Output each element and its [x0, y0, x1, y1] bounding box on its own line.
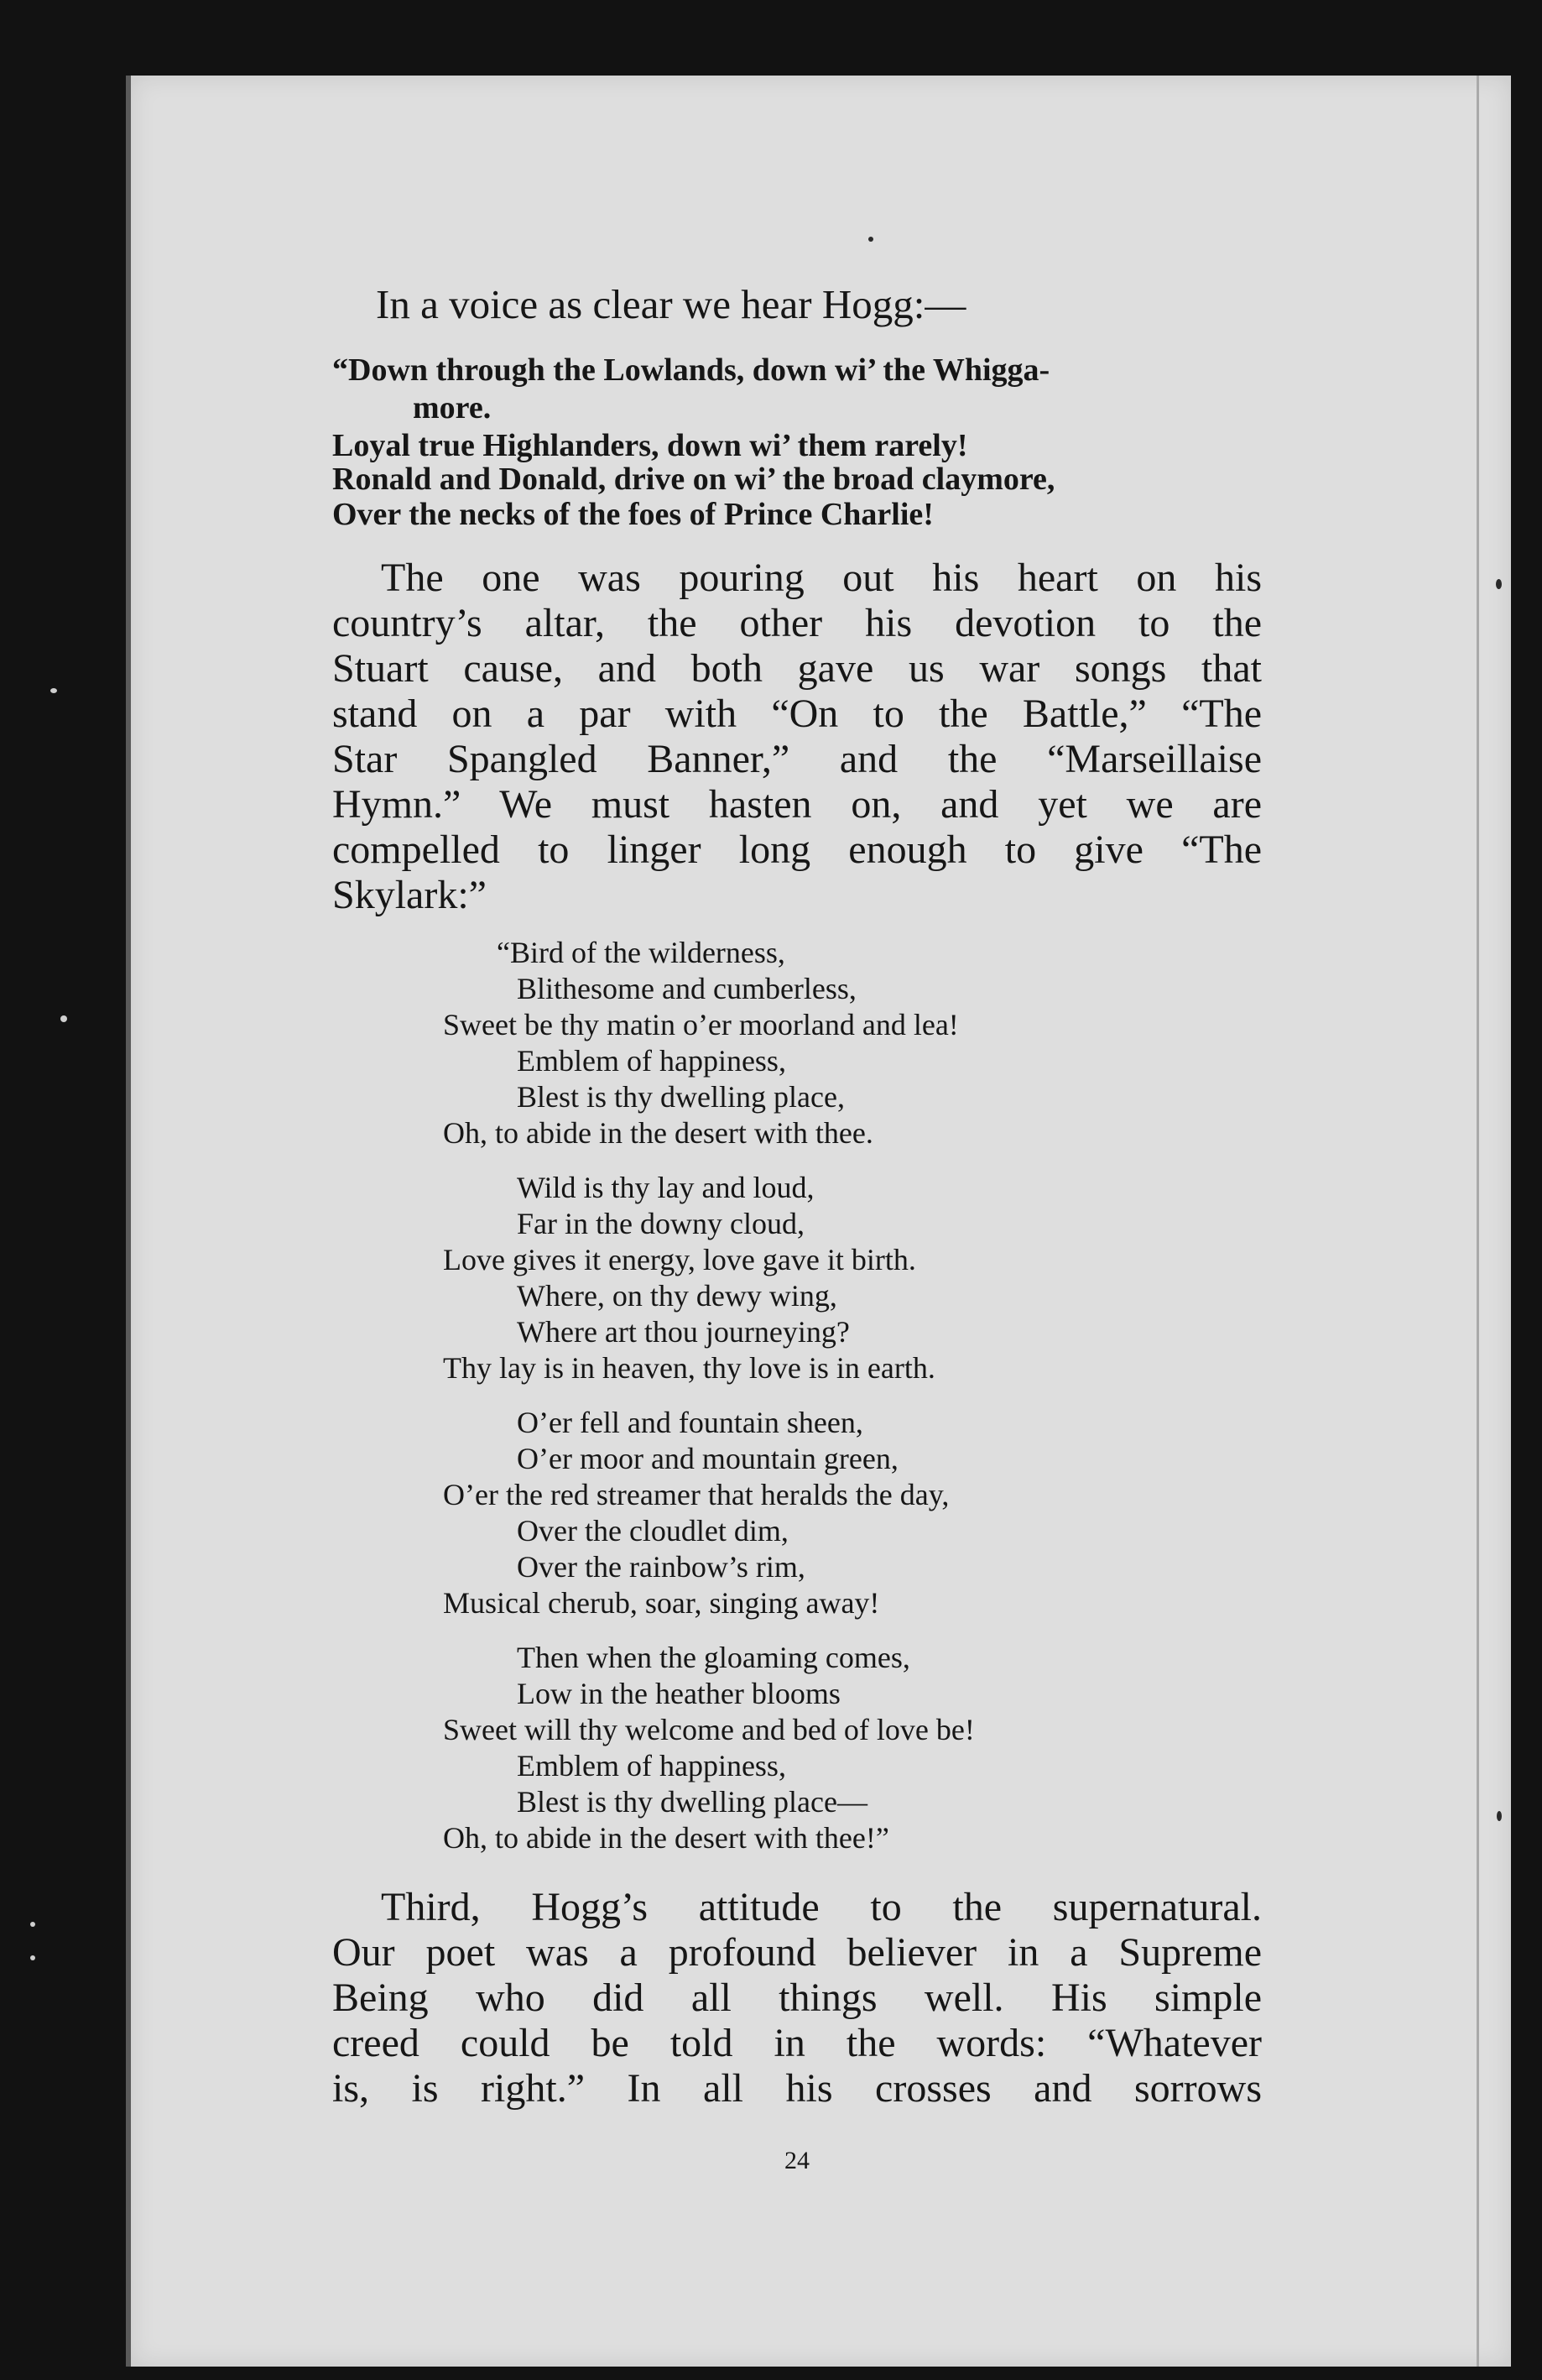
- poem-line: Over the rainbow’s rim,: [517, 1550, 805, 1584]
- paragraph-2-line-4: creed could be told in the words: “Whatever: [332, 2021, 1262, 2065]
- paragraph-1-line-8: Skylark:”: [332, 873, 487, 917]
- poem-line: Wild is thy lay and loud,: [517, 1171, 815, 1204]
- scan-speck: [30, 1955, 35, 1960]
- page-number: 24: [784, 2147, 810, 2174]
- poem-line: Thy lay is in heaven, thy love is in earth.: [443, 1351, 935, 1385]
- paragraph-1-line-7: compelled to linger long enough to give “The: [332, 827, 1262, 872]
- hogg-quote-line-1: “Down through the Lowlands, down wi’ the Whigga-: [332, 352, 1050, 388]
- poem-line: Oh, to abide in the desert with thee.: [443, 1116, 873, 1150]
- poem-line: Where, on thy dewy wing,: [517, 1279, 837, 1313]
- hogg-quote-line-4: Ronald and Donald, drive on wi’ the broad claymore,: [332, 462, 1055, 497]
- paragraph-2-line-3: Being who did all things well. His simple: [332, 1976, 1262, 2020]
- poem-line: Sweet be thy matin o’er moorland and lea!: [443, 1008, 959, 1041]
- scan-speck: [1496, 579, 1502, 589]
- paragraph-2-line-1: Third, Hogg’s attitude to the supernatural.: [381, 1885, 1262, 1929]
- paragraph-2-line-5: is, is right.” In all his crosses and sorrows: [332, 2066, 1262, 2111]
- poem-line: “Bird of the wilderness,: [497, 936, 785, 969]
- paragraph-1-line-3: Stuart cause, and both gave us war songs that: [332, 646, 1262, 691]
- poem-line: Where art thou journeying?: [517, 1315, 850, 1349]
- poem-line: Far in the downy cloud,: [517, 1207, 805, 1240]
- scan-speck: [868, 237, 873, 242]
- poem-line: Sweet will thy welcome and bed of love be!: [443, 1713, 975, 1746]
- poem-line: Musical cherub, soar, singing away!: [443, 1586, 880, 1620]
- paragraph-1-line-2: country’s altar, the other his devotion to the: [332, 601, 1262, 645]
- poem-line: Low in the heather blooms: [517, 1677, 841, 1710]
- scan-speck: [60, 1015, 67, 1022]
- paragraph-1-line-1: The one was pouring out his heart on his: [381, 556, 1262, 600]
- poem-line: Emblem of happiness,: [517, 1044, 786, 1078]
- scan-speck: [1497, 1811, 1502, 1821]
- hogg-quote-line-2: more.: [413, 390, 492, 425]
- poem-line: O’er moor and mountain green,: [517, 1442, 899, 1475]
- poem-line: Love gives it energy, love gave it birth.: [443, 1243, 916, 1276]
- poem-line: O’er the red streamer that heralds the day,: [443, 1478, 950, 1511]
- poem-line: O’er fell and fountain sheen,: [517, 1406, 863, 1439]
- hogg-quote-line-3: Loyal true Highlanders, down wi’ them rarely!: [332, 428, 968, 463]
- poem-line: Blithesome and cumberless,: [517, 972, 857, 1005]
- paragraph-1-line-6: Hymn.” We must hasten on, and yet we are: [332, 782, 1262, 827]
- poem-line: Oh, to abide in the desert with thee!”: [443, 1821, 889, 1855]
- poem-line: Blest is thy dwelling place—: [517, 1785, 867, 1819]
- paragraph-1-line-5: Star Spangled Banner,” and the “Marseillaise: [332, 737, 1262, 781]
- paragraph-1-line-4: stand on a par with “On to the Battle,” “The: [332, 692, 1262, 736]
- poem-line: Then when the gloaming comes,: [517, 1641, 910, 1674]
- scan-speck: [50, 688, 57, 693]
- poem-line: Blest is thy dwelling place,: [517, 1080, 845, 1114]
- page-edge-shadow: [1477, 76, 1479, 2367]
- poem-line: Over the cloudlet dim,: [517, 1514, 789, 1548]
- paragraph-2-line-2: Our poet was a profound believer in a Supreme: [332, 1930, 1262, 1975]
- intro-line: In a voice as clear we hear Hogg:—: [376, 281, 966, 327]
- scan-speck: [30, 1922, 35, 1927]
- hogg-quote-line-5: Over the necks of the foes of Prince Charlie!: [332, 497, 934, 532]
- poem-line: Emblem of happiness,: [517, 1749, 786, 1782]
